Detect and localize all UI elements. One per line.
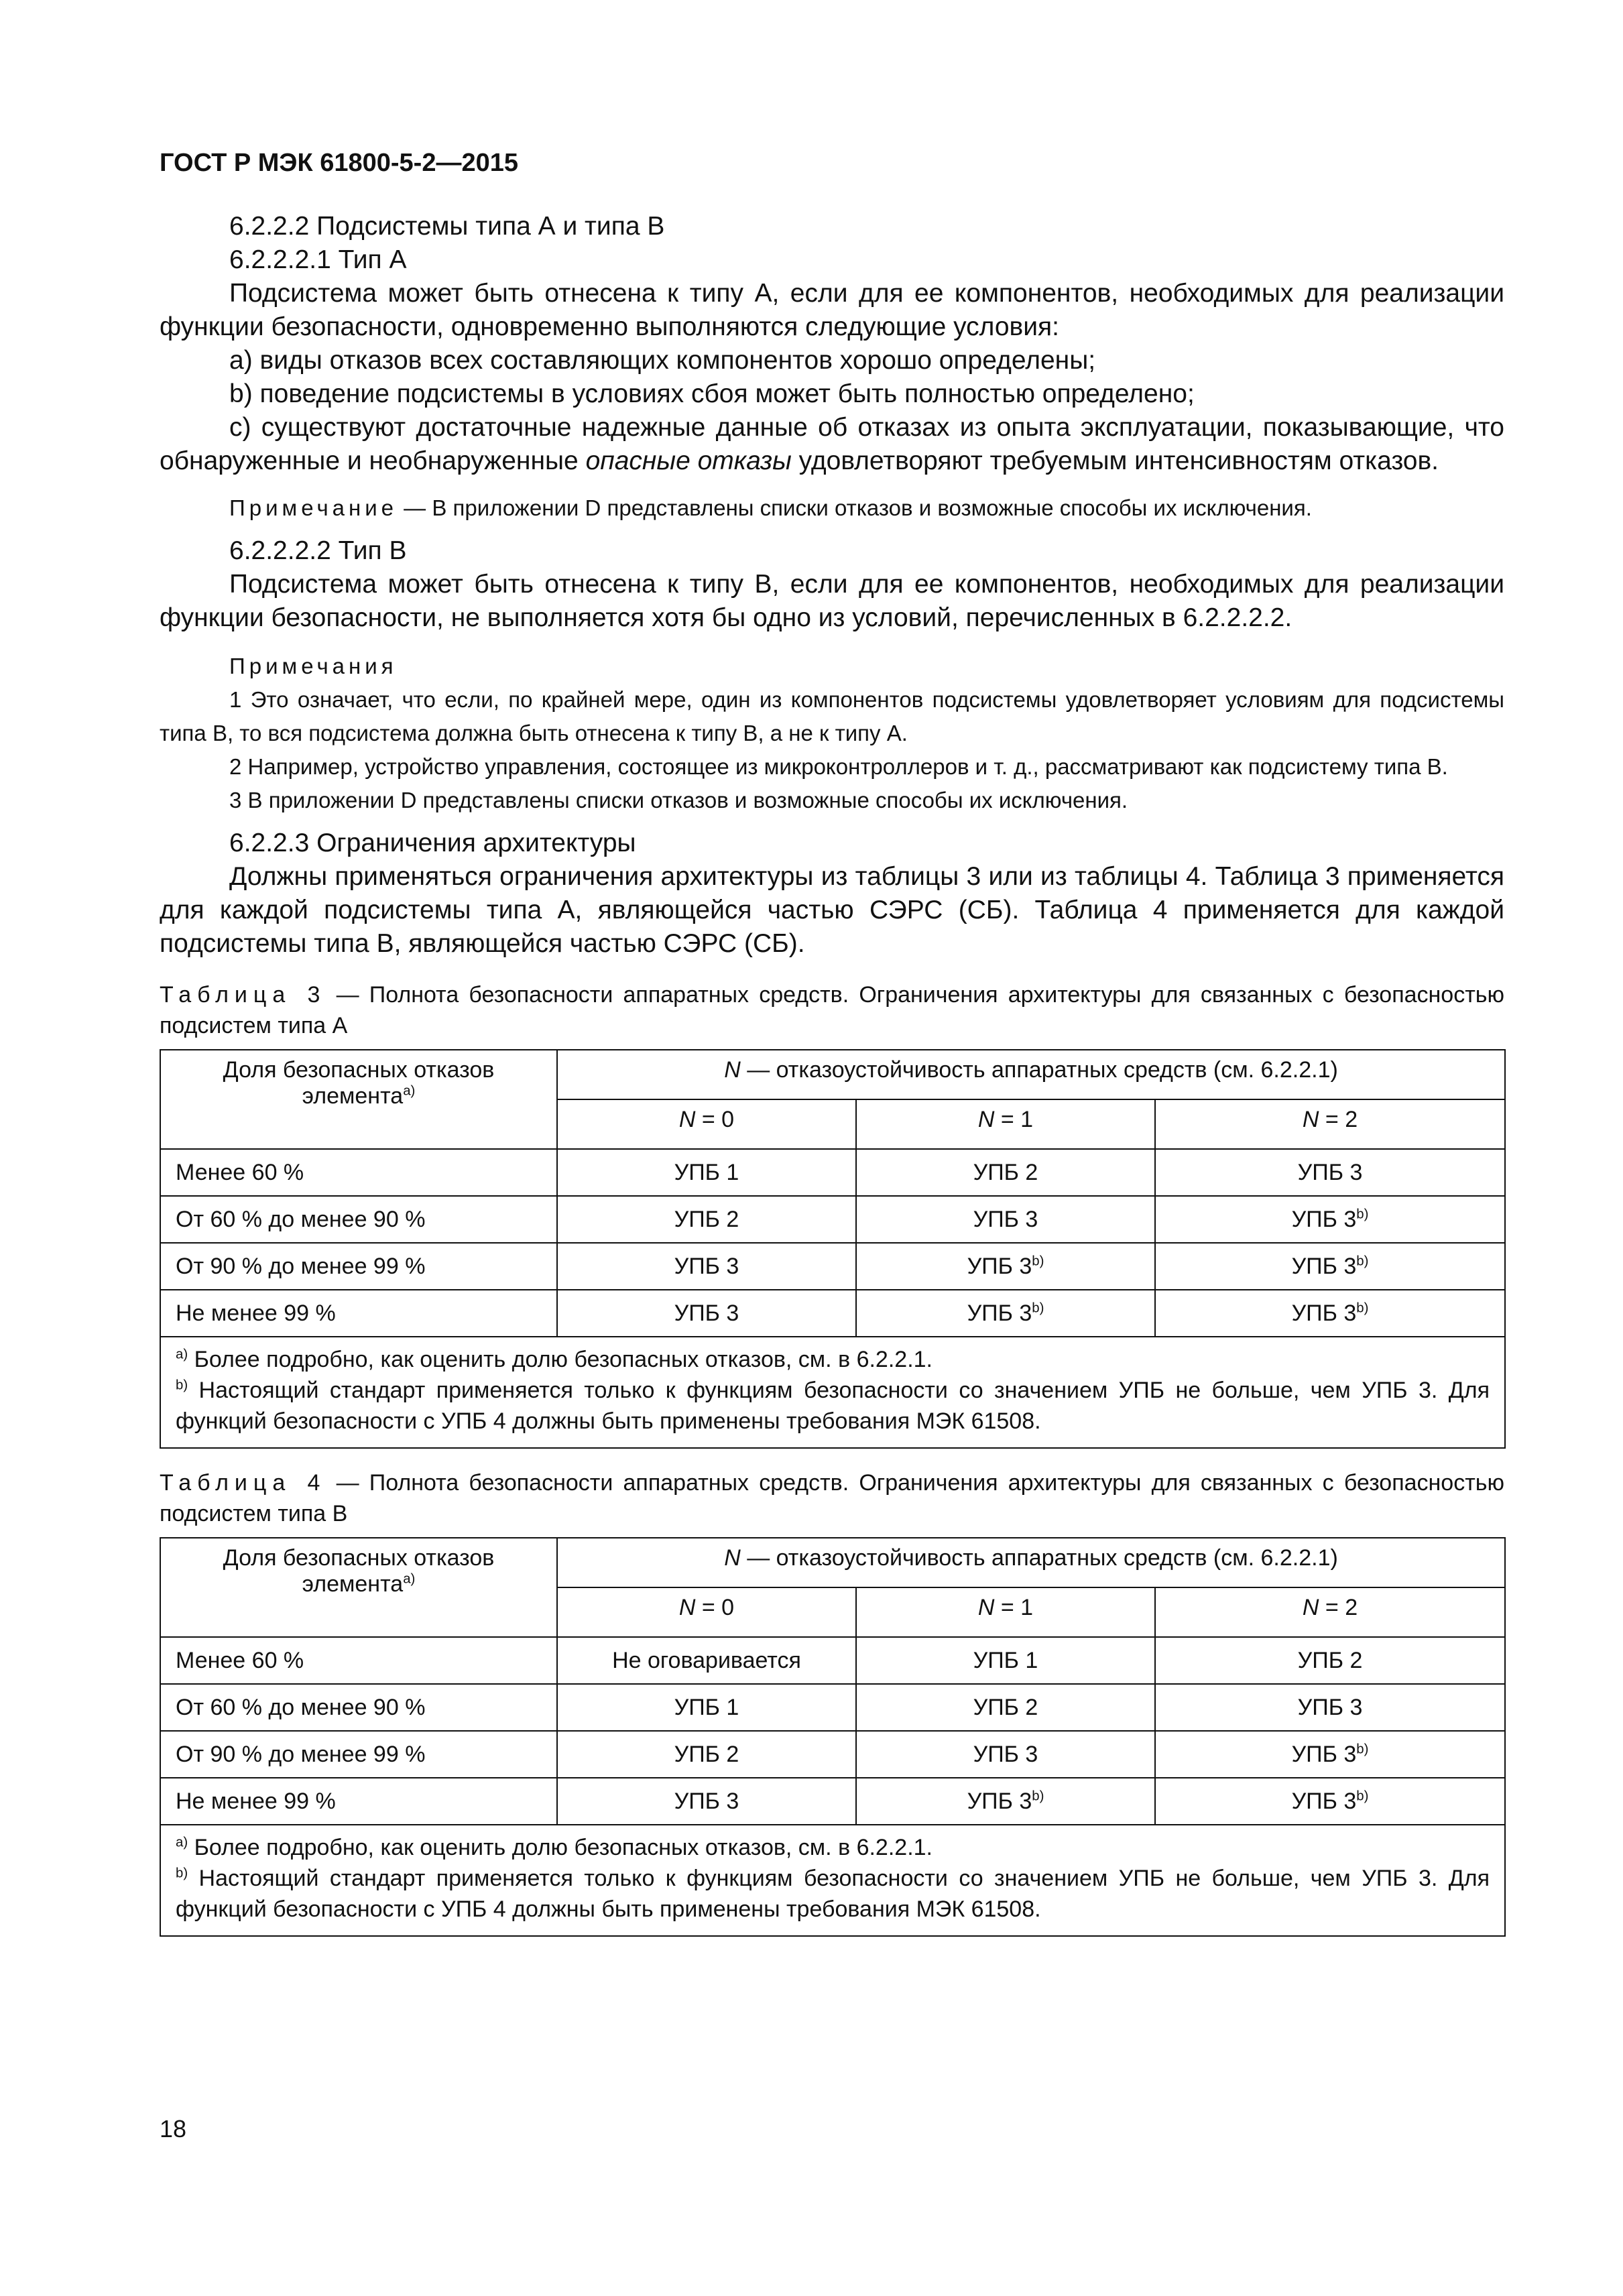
table-4-caption (160, 1467, 1504, 1529)
column-group-fault-tolerance: N — отказоустойчивость аппаратных средств (см. 6.2.2.1) (557, 1050, 1505, 1099)
table-row: Не менее 99 % УПБ 3 УПБ 3$^{b)}$ УПБ 3$^{b)}$ (160, 1290, 1505, 1337)
condition-c-text-start: c) существуют достаточные надежные данные об отказах из опыта эксплуатации, показывающие, что обнаруженные и необнаруженные (160, 413, 1504, 475)
type-a-condition-c (160, 411, 1504, 478)
table-3-footnotes (160, 1337, 1505, 1448)
note-item: 3 В приложении D представлены списки отказов и возможные способы их исключения. (229, 788, 1128, 812)
column-header-n1: N = 1 (856, 1099, 1155, 1149)
column-header-n2: N = 2 (1155, 1099, 1505, 1149)
type-a-intro: Подсистема может быть отнесена к типу А, если для ее компонентов, необходимых для реализации функции безопасности, одновременно выполняются следующие условия: (160, 279, 1504, 341)
type-a-condition-a: a) виды отказов всех составляющих компонентов хорошо определены; (229, 346, 1096, 375)
footnote-b: $^{b)}$ Настоящий стандарт применяется только к функциям безопасности со значением УПБ не больше, чем УПБ 3. Для функций безопасности с УПБ 4 должны быть применены требования МЭК 61508. (176, 1378, 1490, 1434)
section-type-a-title: 6.2.2.2.1 Тип А (229, 245, 407, 274)
column-header-n0: N = 0 (557, 1099, 856, 1149)
note-label: Примечание (229, 495, 398, 520)
column-header-safe-failure-fraction: Доля безопасных отказов элемента$^{a)}$ (160, 1050, 557, 1149)
table-row: Не менее 99 % УПБ 3 УПБ 3$^{b)}$ УПБ 3$^{b)}$ (160, 1778, 1505, 1825)
architecture-text: Должны применяться ограничения архитектуры из таблицы 3 или из таблицы 4. Таблица 3 применяется для каждой подсистемы типа А, являющейся частью СЭРС (СБ). Таблица 4 применяется для каждой подсистемы типа В, являющейся частью СЭРС (СБ). (160, 862, 1504, 958)
column-header-n1: N = 1 (856, 1587, 1155, 1637)
note-type-a (160, 493, 1504, 524)
note-text: — В приложении D представлены списки отказов и возможные способы их исключения. (398, 495, 1312, 520)
condition-c-text-end: удовлетворяют требуемым интенсивностям отказов. (791, 446, 1439, 475)
table-3-label: Таблица 3 (160, 982, 326, 1008)
document-page (160, 149, 1504, 1937)
footnote-a: $^{a)}$ Более подробно, как оценить долю безопасных отказов, см. в 6.2.2.1. (176, 1835, 933, 1860)
section-type-b-title: 6.2.2.2.2 Тип В (229, 536, 407, 565)
column-header-n0: N = 0 (557, 1587, 856, 1637)
column-header-n2: N = 2 (1155, 1587, 1505, 1637)
column-group-fault-tolerance: N — отказоустойчивость аппаратных средств (см. 6.2.2.1) (557, 1538, 1505, 1587)
condition-c-emphasis: опасные отказы (585, 446, 792, 475)
notes-type-b (160, 650, 1504, 817)
document-header: ГОСТ Р МЭК 61800-5-2—2015 (160, 149, 518, 177)
table-row: Менее 60 % УПБ 1 УПБ 2 УПБ 3 (160, 1149, 1505, 1196)
type-b-text: Подсистема может быть отнесена к типу В, если для ее компонентов, необходимых для реализации функции безопасности, не выполняется хотя бы одно из условий, перечисленных в 6.2.2.2.2. (160, 570, 1504, 632)
footnote-a: $^{a)}$ Более подробно, как оценить долю безопасных отказов, см. в 6.2.2.1. (176, 1347, 933, 1372)
note-item: 1 Это означает, что если, по крайней мере, один из компонентов подсистемы удовлетворяет условиям для подсистемы типа В, то вся подсистема должна быть отнесена к типу В, а не к типу А. (160, 687, 1504, 745)
notes-label: Примечания (229, 654, 398, 678)
section-6-2-2-2-title: 6.2.2.2 Подсистемы типа А и типа В (229, 212, 665, 241)
column-header-safe-failure-fraction: Доля безопасных отказов элемента$^{a)}$ (160, 1538, 557, 1637)
page-number: 18 (160, 2115, 187, 2142)
table-4-label: Таблица 4 (160, 1470, 326, 1496)
type-a-condition-b: b) поведение подсистемы в условиях сбоя может быть полностью определено; (229, 379, 1195, 408)
table-row: От 60 % до менее 90 % УПБ 1 УПБ 2 УПБ 3 (160, 1684, 1505, 1731)
table-row: От 60 % до менее 90 % УПБ 2 УПБ 3 УПБ 3$^{b)}$ (160, 1196, 1505, 1243)
note-item: 2 Например, устройство управления, состоящее из микроконтроллеров и т. д., рассматривают как подсистему типа В. (229, 754, 1448, 779)
table-4-footnotes (160, 1825, 1505, 1936)
footnote-b: $^{b)}$ Настоящий стандарт применяется только к функциям безопасности со значением УПБ не больше, чем УПБ 3. Для функций безопасности с УПБ 4 должны быть применены требования МЭК 61508. (176, 1866, 1490, 1922)
table-3-title: — Полнота безопасности аппаратных средств. Ограничения архитектуры для связанных с безопасностью подсистем типа А (160, 982, 1505, 1038)
table-3 (160, 1049, 1506, 1449)
table-row: Менее 60 % Не оговаривается УПБ 1 УПБ 2 (160, 1637, 1505, 1684)
table-4-title: — Полнота безопасности аппаратных средств. Ограничения архитектуры для связанных с безопасностью подсистем типа В (160, 1470, 1505, 1526)
table-row: От 90 % до менее 99 % УПБ 3 УПБ 3$^{b)}$ УПБ 3$^{b)}$ (160, 1243, 1505, 1290)
section-architecture-title: 6.2.2.3 Ограничения архитектуры (229, 829, 636, 857)
table-3-caption (160, 979, 1504, 1041)
table-4 (160, 1537, 1506, 1937)
table-row: От 90 % до менее 99 % УПБ 2 УПБ 3 УПБ 3$^{b)}$ (160, 1731, 1505, 1778)
